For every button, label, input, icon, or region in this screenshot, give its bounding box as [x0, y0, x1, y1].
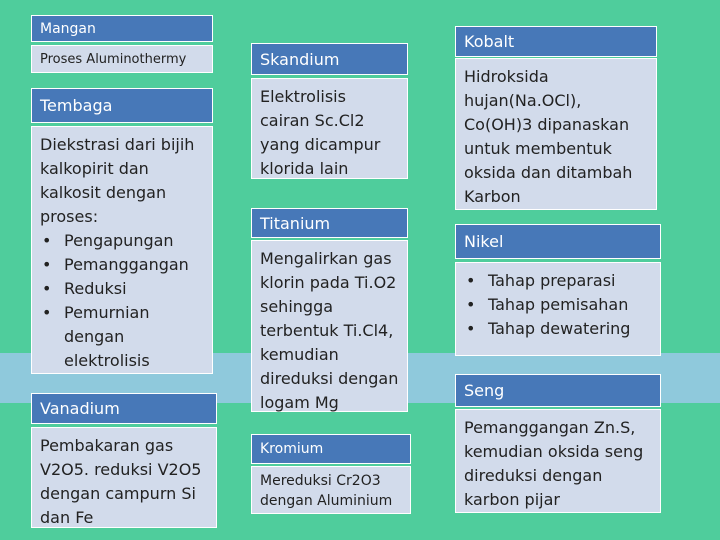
titanium-body [251, 240, 408, 412]
skandium-title: Skandium [260, 49, 340, 69]
seng-header [455, 374, 661, 407]
mangan-body [31, 45, 213, 73]
kobalt-body [455, 58, 657, 210]
nikel-body [455, 262, 661, 356]
vanadium-process: Pembakaran gas V2O5. reduksi V2O5 dengan campurn Si dan Fe [40, 436, 202, 527]
skandium-body [251, 78, 408, 179]
nikel-title: Nikel [464, 232, 504, 251]
tembaga-intro: Diekstrasi dari bijih kalkopirit dan kalkosit dengan proses: [40, 135, 195, 226]
seng-title: Seng [464, 381, 505, 400]
nikel-steps [464, 269, 652, 341]
titanium-title: Titanium [260, 213, 331, 233]
skandium-header [251, 43, 408, 75]
seng-process: Pemanggangan Zn.S, kemudian oksida seng direduksi dengan karbon pijar [464, 418, 644, 509]
seng-body [455, 409, 661, 513]
mangan-header [31, 15, 213, 42]
tembaga-header [31, 88, 213, 123]
list-item: • Tahap preparasi [488, 269, 652, 293]
titanium-process: Mengalirkan gas klorin pada Ti.O2 sehingga terbentuk Ti.Cl4, kemudian direduksi dengan logam Mg [260, 249, 399, 412]
kromium-title: Kromium [260, 441, 324, 457]
titanium-header [251, 208, 408, 238]
vanadium-header [31, 393, 217, 424]
tembaga-steps [40, 229, 204, 373]
list-item: • Pengapungan [64, 229, 204, 253]
tembaga-title: Tembaga [40, 96, 113, 115]
tembaga-body [31, 126, 213, 374]
vanadium-title: Vanadium [40, 399, 120, 418]
kromium-body [251, 466, 411, 514]
list-item: • Reduksi [64, 277, 204, 301]
vanadium-body [31, 427, 217, 528]
mangan-title: Mangan [40, 20, 96, 37]
kromium-header [251, 434, 411, 464]
kobalt-process: Hidroksida hujan(Na.OCl), Co(OH)3 dipanaskan untuk membentuk oksida dan ditambah Karbon [464, 67, 633, 206]
list-item: • Pemurnian dengan elektrolisis [64, 301, 204, 373]
list-item: • Tahap dewatering [488, 317, 652, 341]
nikel-header [455, 224, 661, 259]
kobalt-title: Kobalt [464, 32, 515, 51]
list-item: • Pemanggangan [64, 253, 204, 277]
mangan-process: Proses Aluminothermy [40, 52, 187, 67]
skandium-process: Elektrolisis cairan Sc.Cl2 yang dicampur klorida lain [260, 87, 381, 178]
kobalt-header [455, 26, 657, 57]
list-item: • Tahap pemisahan [488, 293, 652, 317]
kromium-process: Mereduksi Cr2O3 dengan Aluminium [260, 473, 393, 509]
